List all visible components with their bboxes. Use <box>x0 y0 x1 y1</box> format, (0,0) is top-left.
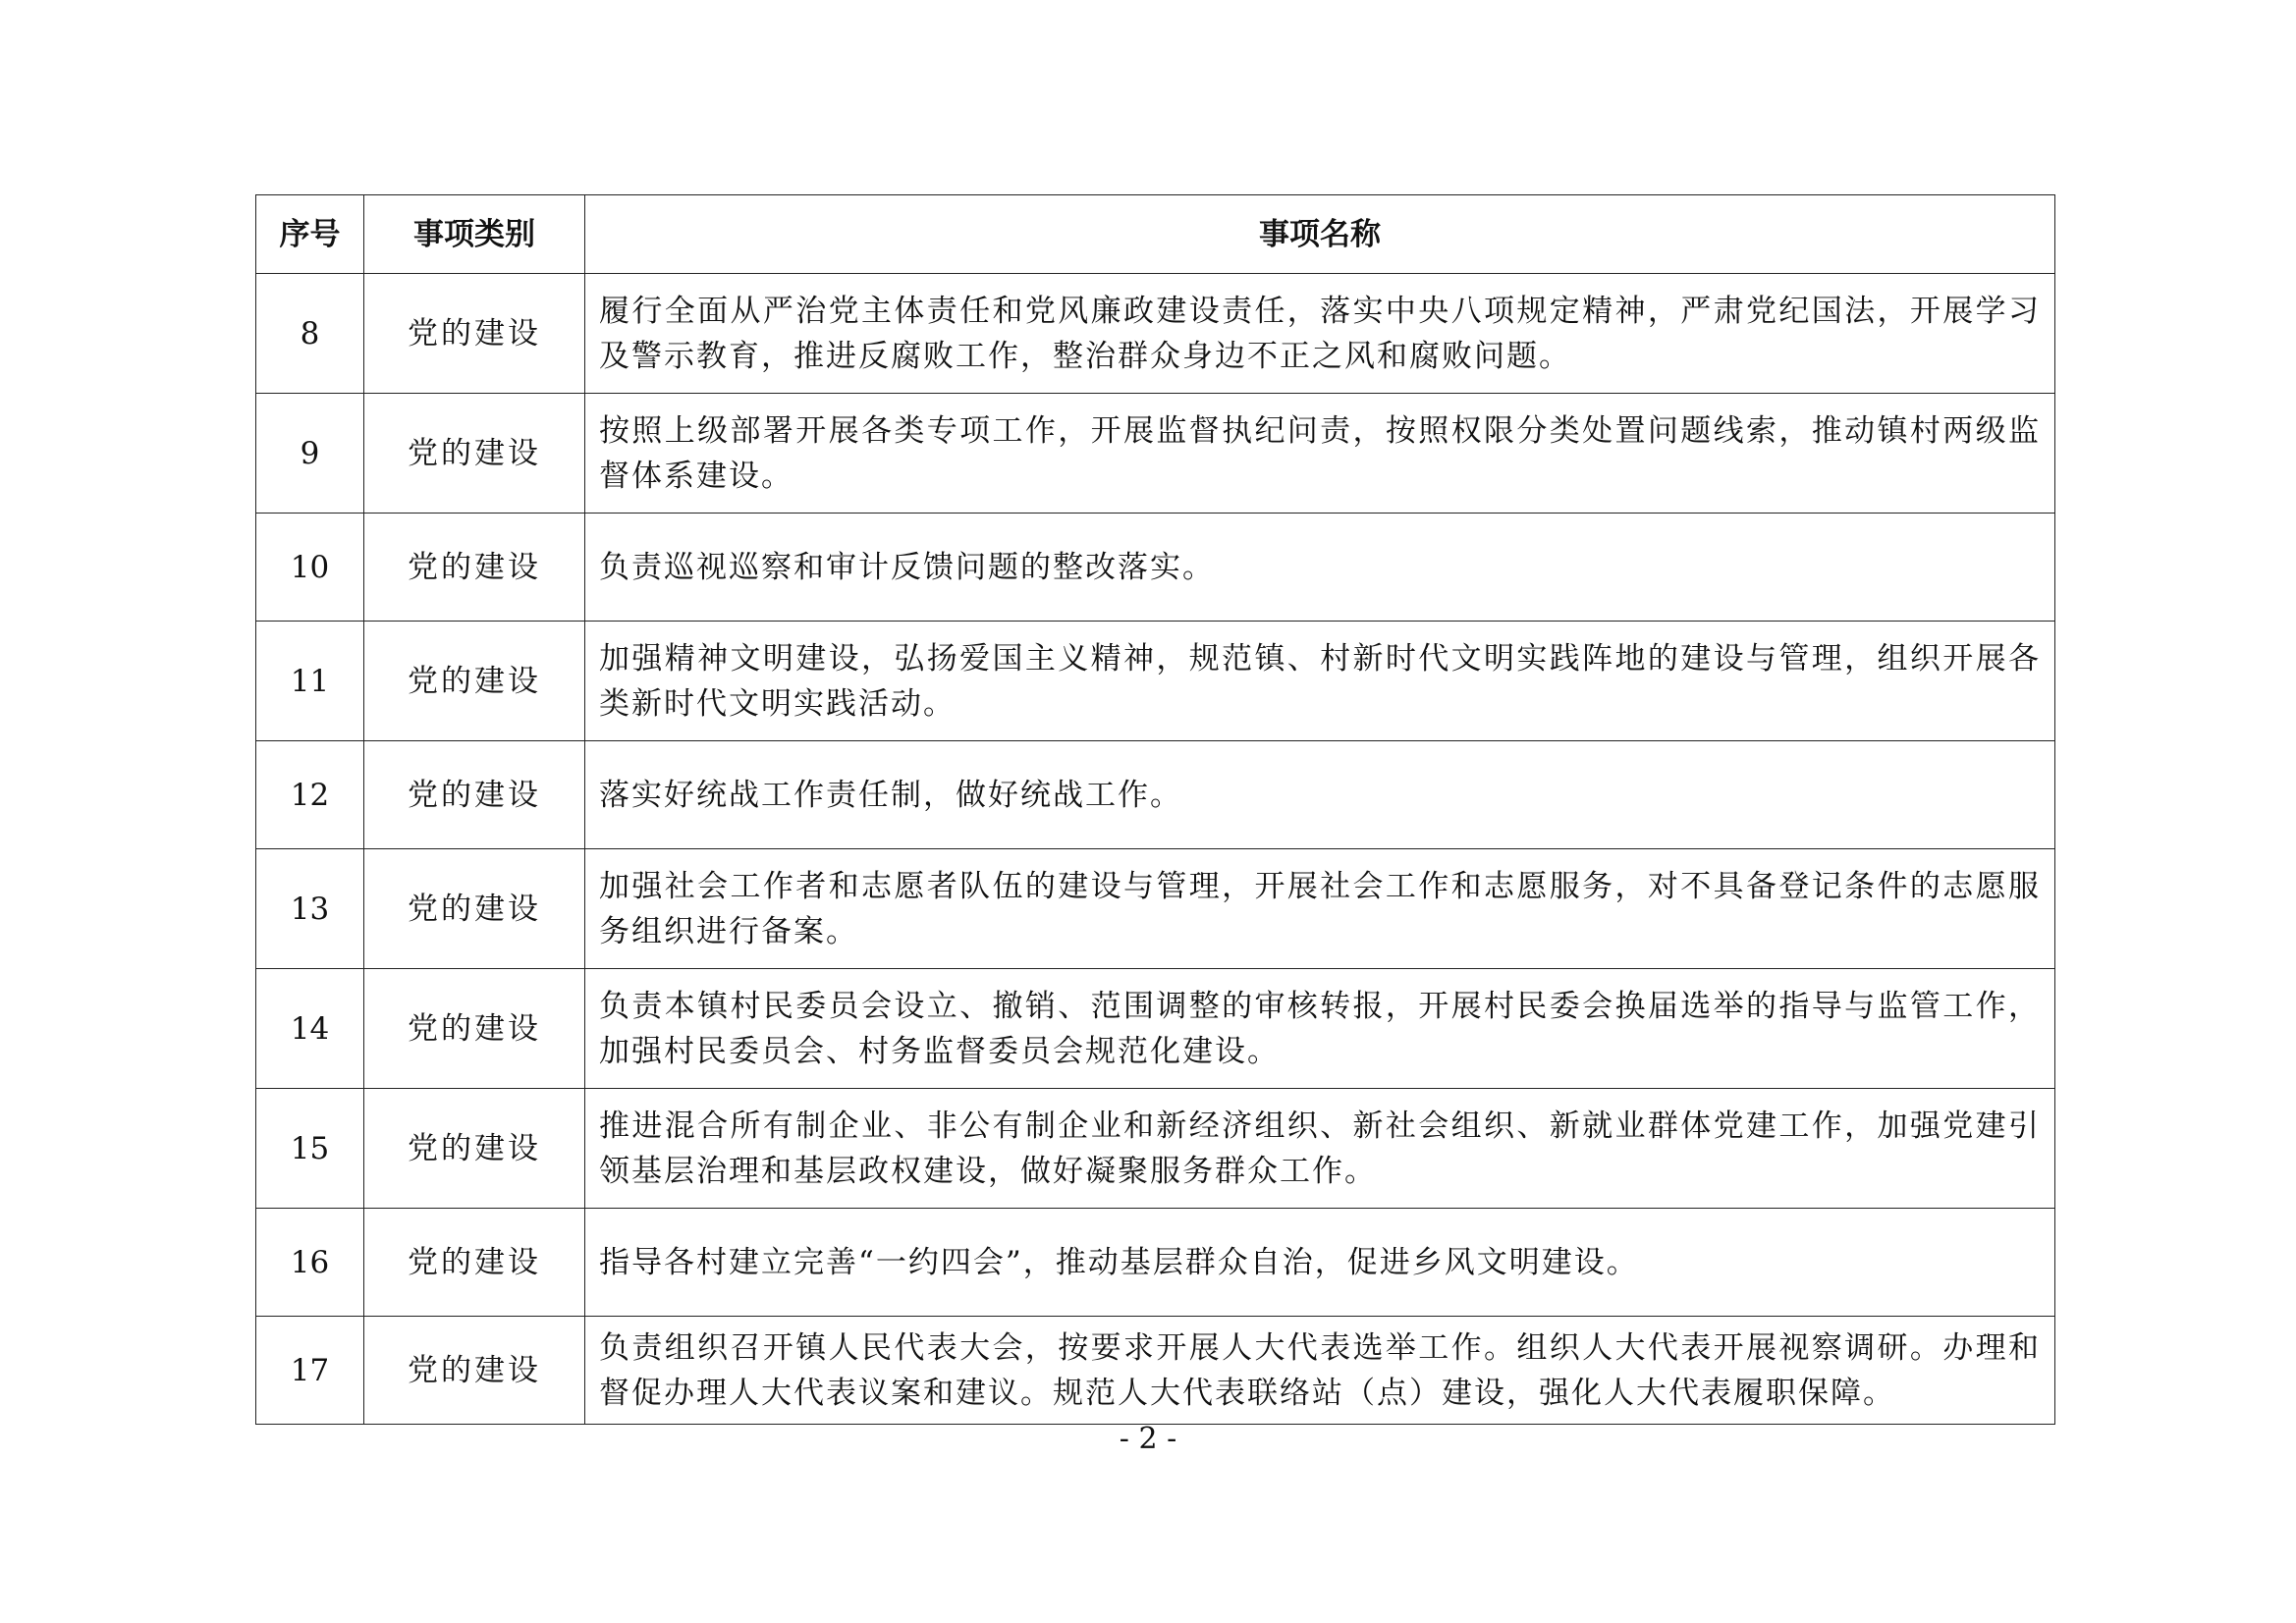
row-category: 党的建设 <box>364 1089 585 1209</box>
header-name: 事项名称 <box>585 195 2055 274</box>
row-seq: 8 <box>256 274 364 394</box>
table-row <box>256 741 2055 849</box>
row-name: 履行全面从严治党主体责任和党风廉政建设责任，落实中央八项规定精神，严肃党纪国法，开展学习及警示教育，推进反腐败工作，整治群众身边不正之风和腐败问题。 <box>585 274 2055 394</box>
row-category: 党的建设 <box>364 622 585 741</box>
row-name: 指导各村建立完善“一约四会”，推动基层群众自治，促进乡风文明建设。 <box>585 1209 2055 1317</box>
row-seq: 13 <box>256 849 364 969</box>
row-category: 党的建设 <box>364 274 585 394</box>
row-seq: 15 <box>256 1089 364 1209</box>
row-name: 加强社会工作者和志愿者队伍的建设与管理，开展社会工作和志愿服务，对不具备登记条件的志愿服务组织进行备案。 <box>585 849 2055 969</box>
table-row <box>256 1317 2055 1425</box>
row-category: 党的建设 <box>364 969 585 1089</box>
row-name: 按照上级部署开展各类专项工作，开展监督执纪问责，按照权限分类处置问题线索，推动镇村两级监督体系建设。 <box>585 394 2055 514</box>
table-row <box>256 1089 2055 1209</box>
page-number: - 2 - <box>1119 1422 1177 1456</box>
row-category: 党的建设 <box>364 394 585 514</box>
table-row <box>256 394 2055 514</box>
row-name: 加强精神文明建设，弘扬爱国主义精神，规范镇、村新时代文明实践阵地的建设与管理，组织开展各类新时代文明实践活动。 <box>585 622 2055 741</box>
row-seq: 10 <box>256 514 364 622</box>
row-category: 党的建设 <box>364 849 585 969</box>
row-category: 党的建设 <box>364 741 585 849</box>
header-category: 事项类别 <box>364 195 585 274</box>
table-row <box>256 1209 2055 1317</box>
table-row <box>256 274 2055 394</box>
row-seq: 12 <box>256 741 364 849</box>
header-seq: 序号 <box>256 195 364 274</box>
table-header-row <box>256 195 2055 274</box>
row-category: 党的建设 <box>364 1317 585 1425</box>
row-category: 党的建设 <box>364 514 585 622</box>
table-row <box>256 849 2055 969</box>
row-seq: 11 <box>256 622 364 741</box>
table-row <box>256 622 2055 741</box>
row-name: 负责本镇村民委员会设立、撤销、范围调整的审核转报，开展村民委会换届选举的指导与监管工作，加强村民委员会、村务监督委员会规范化建设。 <box>585 969 2055 1089</box>
row-seq: 9 <box>256 394 364 514</box>
row-name: 落实好统战工作责任制，做好统战工作。 <box>585 741 2055 849</box>
row-name: 推进混合所有制企业、非公有制企业和新经济组织、新社会组织、新就业群体党建工作，加强党建引领基层治理和基层政权建设，做好凝聚服务群众工作。 <box>585 1089 2055 1209</box>
row-seq: 17 <box>256 1317 364 1425</box>
table-row <box>256 969 2055 1089</box>
row-name: 负责巡视巡察和审计反馈问题的整改落实。 <box>585 514 2055 622</box>
row-seq: 14 <box>256 969 364 1089</box>
row-name: 负责组织召开镇人民代表大会，按要求开展人大代表选举工作。组织人大代表开展视察调研。办理和督促办理人大代表议案和建议。规范人大代表联络站（点）建设，强化人大代表履职保障。 <box>585 1317 2055 1425</box>
table-row <box>256 514 2055 622</box>
matters-table <box>255 194 2055 1425</box>
row-category: 党的建设 <box>364 1209 585 1317</box>
row-seq: 16 <box>256 1209 364 1317</box>
